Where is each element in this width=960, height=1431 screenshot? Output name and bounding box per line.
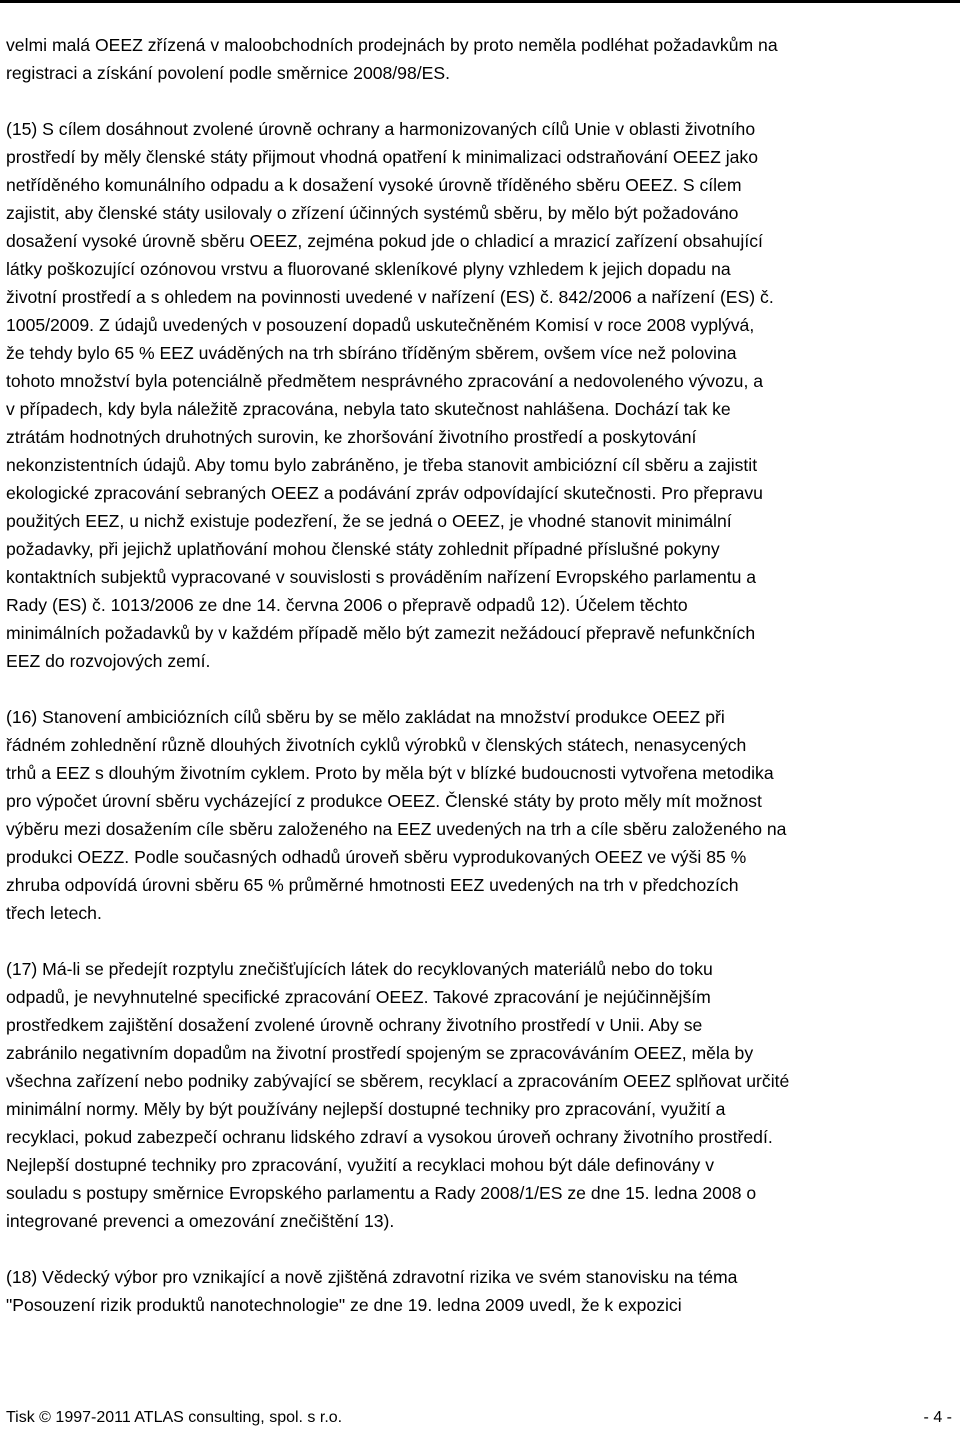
text-line: že tehdy bylo 65 % EEZ uváděných na trh sbíráno tříděným sběrem, ovšem více než polovina bbox=[6, 343, 737, 363]
text-line: všechna zařízení nebo podniky zabývající se sběrem, recyklací a zpracováním OEEZ splňovat určité bbox=[6, 1071, 790, 1091]
text-line: 1005/2009. Z údajů uvedených v posouzení dopadů uskutečněném Komisí v roce 2008 vyplývá, bbox=[6, 315, 755, 335]
text-line: Nejlepší dostupné techniky pro zpracování, využití a recyklaci mohou být dále definovány v bbox=[6, 1155, 715, 1175]
text-line: souladu s postupy směrnice Evropského parlamentu a Rady 2008/1/ES ze dne 15. ledna 2008 o bbox=[6, 1183, 757, 1203]
text-line: výběru mezi dosažením cíle sběru založeného na EEZ uvedených na trh a cíle sběru založeného na bbox=[6, 819, 787, 839]
text-line: "Posouzení rizik produktů nanotechnologie" ze dne 19. ledna 2009 uvedl, že k expozici bbox=[6, 1295, 682, 1315]
text-line: netříděného komunálního odpadu a k dosažení vysoké úrovně tříděného sběru OEEZ. S cílem bbox=[6, 175, 742, 195]
text-line: prostředkem zajištění dosažení zvolené úrovně ochrany životního prostředí v Unii. Aby se bbox=[6, 1015, 703, 1035]
text-line: zabránilo negativním dopadům na životní prostředí spojeným se zpracováváním OEEZ, měla by bbox=[6, 1043, 754, 1063]
text-line: (18) Vědecký výbor pro vznikající a nově zjištěná zdravotní rizika ve svém stanovisku na téma bbox=[6, 1267, 738, 1287]
text-line: třech letech. bbox=[6, 903, 102, 923]
text-line: v případech, kdy byla náležitě zpracována, nebyla tato skutečnost nahlášena. Dochází tak ke bbox=[6, 399, 731, 419]
paragraph-15 bbox=[6, 115, 954, 675]
text-line: nekonzistentních údajů. Aby tomu bylo zabráněno, je třeba stanovit ambiciózní cíl sběru a zajistit bbox=[6, 455, 758, 475]
text-line: dosažení vysoké úrovně sběru OEEZ, zejména pokud jde o chladicí a mrazicí zařízení obsahující bbox=[6, 231, 763, 251]
text-line: zhruba odpovídá úrovni sběru 65 % průměrné hmotnosti EEZ uvedených na trh v předchozích bbox=[6, 875, 739, 895]
text-line: prostředí by měly členské státy přijmout vhodná opatření k minimalizaci odstraňování OEEZ jako bbox=[6, 147, 758, 167]
text-line: látky poškozující ozónovou vrstvu a fluorované skleníkové plyny vzhledem k jejich dopadu na bbox=[6, 259, 731, 279]
text-line: EEZ do rozvojových zemí. bbox=[6, 651, 211, 671]
text-line: ekologické zpracování sebraných OEEZ a podávání zpráv odpovídající skutečnosti. Pro přepravu bbox=[6, 483, 763, 503]
text-line: (15) S cílem dosáhnout zvolené úrovně ochrany a harmonizovaných cílů Unie v oblasti životního bbox=[6, 119, 756, 139]
page-number: - 4 - bbox=[923, 1409, 952, 1426]
text-line: řádném zohlednění různě dlouhých životních cyklů výrobků v členských státech, nenasycených bbox=[6, 735, 747, 755]
text-line: tohoto množství byla potenciálně předmětem nesprávného zpracování a nedovoleného vývozu, a bbox=[6, 371, 764, 391]
text-line: použitých EEZ, u nichž existuje podezření, že se jedná o OEEZ, je vhodné stanovit minimální bbox=[6, 511, 732, 531]
page-footer bbox=[6, 1407, 952, 1429]
text-line: Rady (ES) č. 1013/2006 ze dne 14. června 2006 o přepravě odpadů 12). Účelem těchto bbox=[6, 595, 688, 615]
text-line: minimálních požadavků by v každém případě mělo být zamezit nežádoucí přepravě nefunkčních bbox=[6, 623, 756, 643]
text-line: požadavky, při jejichž uplatňování mohou členské státy zohlednit případné příslušné pokyny bbox=[6, 539, 720, 559]
footer-copyright: Tisk © 1997-2011 ATLAS consulting, spol. s r.o. bbox=[6, 1409, 343, 1426]
document-body bbox=[6, 31, 954, 1319]
text-line: zajistit, aby členské státy usilovaly o zřízení účinných systémů sběru, by mělo být požadováno bbox=[6, 203, 739, 223]
text-line: pro výpočet úrovní sběru vycházející z produkce OEEZ. Členské státy by proto měly mít možnost bbox=[6, 791, 762, 811]
text-line: registraci a získání povolení podle směrnice 2008/98/ES. bbox=[6, 63, 451, 83]
text-line: kontaktních subjektů vypracované v souvislosti s prováděním nařízení Evropského parlamentu a bbox=[6, 567, 757, 587]
text-line: produkci OEZZ. Podle současných odhadů úroveň sběru vyprodukovaných OEEZ ve výši 85 % bbox=[6, 847, 747, 867]
paragraph-continuation bbox=[6, 31, 954, 87]
top-rule bbox=[0, 0, 960, 3]
text-line: integrované prevenci a omezování znečištění 13). bbox=[6, 1211, 395, 1231]
text-line: (17) Má-li se předejít rozptylu znečišťujících látek do recyklovaných materiálů nebo do toku bbox=[6, 959, 713, 979]
paragraph-17 bbox=[6, 955, 954, 1235]
text-line: odpadů, je nevyhnutelné specifické zpracování OEEZ. Takové zpracování je nejúčinnějším bbox=[6, 987, 711, 1007]
text-line: minimální normy. Měly by být používány nejlepší dostupné techniky pro zpracování, využití a bbox=[6, 1099, 726, 1119]
text-line: trhů a EEZ s dlouhým životním cyklem. Proto by měla být v blízké budoucnosti vytvořena metodika bbox=[6, 763, 774, 783]
text-line: velmi malá OEEZ zřízená v maloobchodních prodejnách by proto neměla podléhat požadavkům na bbox=[6, 35, 778, 55]
paragraph-18 bbox=[6, 1263, 954, 1319]
paragraph-16 bbox=[6, 703, 954, 927]
text-line: životní prostředí a s ohledem na povinnosti uvedené v nařízení (ES) č. 842/2006 a nařízení (ES) č. bbox=[6, 287, 774, 307]
text-line: recyklaci, pokud zabezpečí ochranu lidského zdraví a vysokou úroveň ochrany životního prostředí. bbox=[6, 1127, 773, 1147]
text-line: ztrátám hodnotných druhotných surovin, ke zhoršování životního prostředí a poskytování bbox=[6, 427, 697, 447]
text-line: (16) Stanovení ambiciózních cílů sběru by se mělo zakládat na množství produkce OEEZ při bbox=[6, 707, 725, 727]
